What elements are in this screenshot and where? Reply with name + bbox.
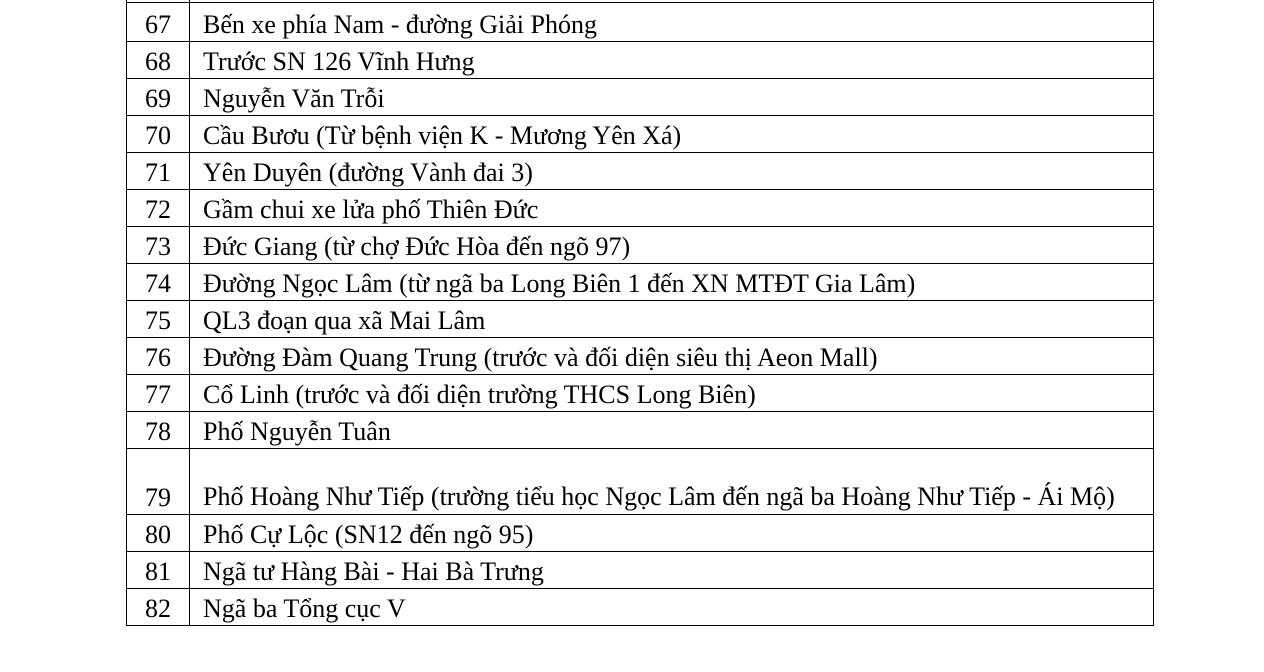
document-table-container <box>126 0 1154 626</box>
row-number-cell: 82 <box>127 589 190 626</box>
row-number-cell: 75 <box>127 301 190 338</box>
location-name-cell: Cầu Bươu (Từ bệnh viện K - Mương Yên Xá) <box>190 116 1154 153</box>
location-name-cell: Ngã ba Tổng cục V <box>190 589 1154 626</box>
location-name-cell: Đường Ngọc Lâm (từ ngã ba Long Biên 1 đến XN MTĐT Gia Lâm) <box>190 264 1154 301</box>
table-row <box>127 3 1154 42</box>
location-name-cell: Cổ Linh (trước và đối diện trường THCS Long Biên) <box>190 375 1154 412</box>
row-number-cell: 70 <box>127 116 190 153</box>
location-name-cell: Đường Đàm Quang Trung (trước và đối diện siêu thị Aeon Mall) <box>190 338 1154 375</box>
row-number-cell: 78 <box>127 412 190 449</box>
row-number-cell: 69 <box>127 79 190 116</box>
row-number-cell: 79 <box>127 449 190 515</box>
table-row <box>127 301 1154 338</box>
table-row <box>127 42 1154 79</box>
table-row <box>127 375 1154 412</box>
table-row <box>127 264 1154 301</box>
table-row <box>127 190 1154 227</box>
row-number-cell: 76 <box>127 338 190 375</box>
row-number-cell: 72 <box>127 190 190 227</box>
row-number-cell: 74 <box>127 264 190 301</box>
table-row <box>127 153 1154 190</box>
location-name-cell: Đức Giang (từ chợ Đức Hòa đến ngõ 97) <box>190 227 1154 264</box>
location-name-cell: Ngã tư Hàng Bài - Hai Bà Trưng <box>190 552 1154 589</box>
location-table <box>126 0 1154 626</box>
table-row <box>127 79 1154 116</box>
location-name-cell: Trước SN 126 Vĩnh Hưng <box>190 42 1154 79</box>
location-name-cell: Phố Cự Lộc (SN12 đến ngõ 95) <box>190 515 1154 552</box>
row-number-cell: 80 <box>127 515 190 552</box>
row-number-cell: 81 <box>127 552 190 589</box>
table-row <box>127 412 1154 449</box>
location-name-cell: Yên Duyên (đường Vành đai 3) <box>190 153 1154 190</box>
location-name-cell: QL3 đoạn qua xã Mai Lâm <box>190 301 1154 338</box>
table-row <box>127 338 1154 375</box>
table-row <box>127 116 1154 153</box>
row-number-cell: 77 <box>127 375 190 412</box>
table-row <box>127 449 1154 515</box>
row-number-cell: 67 <box>127 3 190 42</box>
location-name-cell: Bến xe phía Nam - đường Giải Phóng <box>190 3 1154 42</box>
location-name-cell: Phố Nguyễn Tuân <box>190 412 1154 449</box>
location-name-cell: Gầm chui xe lửa phố Thiên Đức <box>190 190 1154 227</box>
row-number-cell: 68 <box>127 42 190 79</box>
location-name-cell: Phố Hoàng Như Tiếp (trường tiểu học Ngọc Lâm đến ngã ba Hoàng Như Tiếp - Ái Mộ) <box>190 449 1154 515</box>
location-name-cell: Nguyễn Văn Trỗi <box>190 79 1154 116</box>
row-number-cell: 71 <box>127 153 190 190</box>
row-number-cell: 73 <box>127 227 190 264</box>
table-row <box>127 589 1154 626</box>
table-row <box>127 515 1154 552</box>
table-row <box>127 552 1154 589</box>
table-row <box>127 227 1154 264</box>
